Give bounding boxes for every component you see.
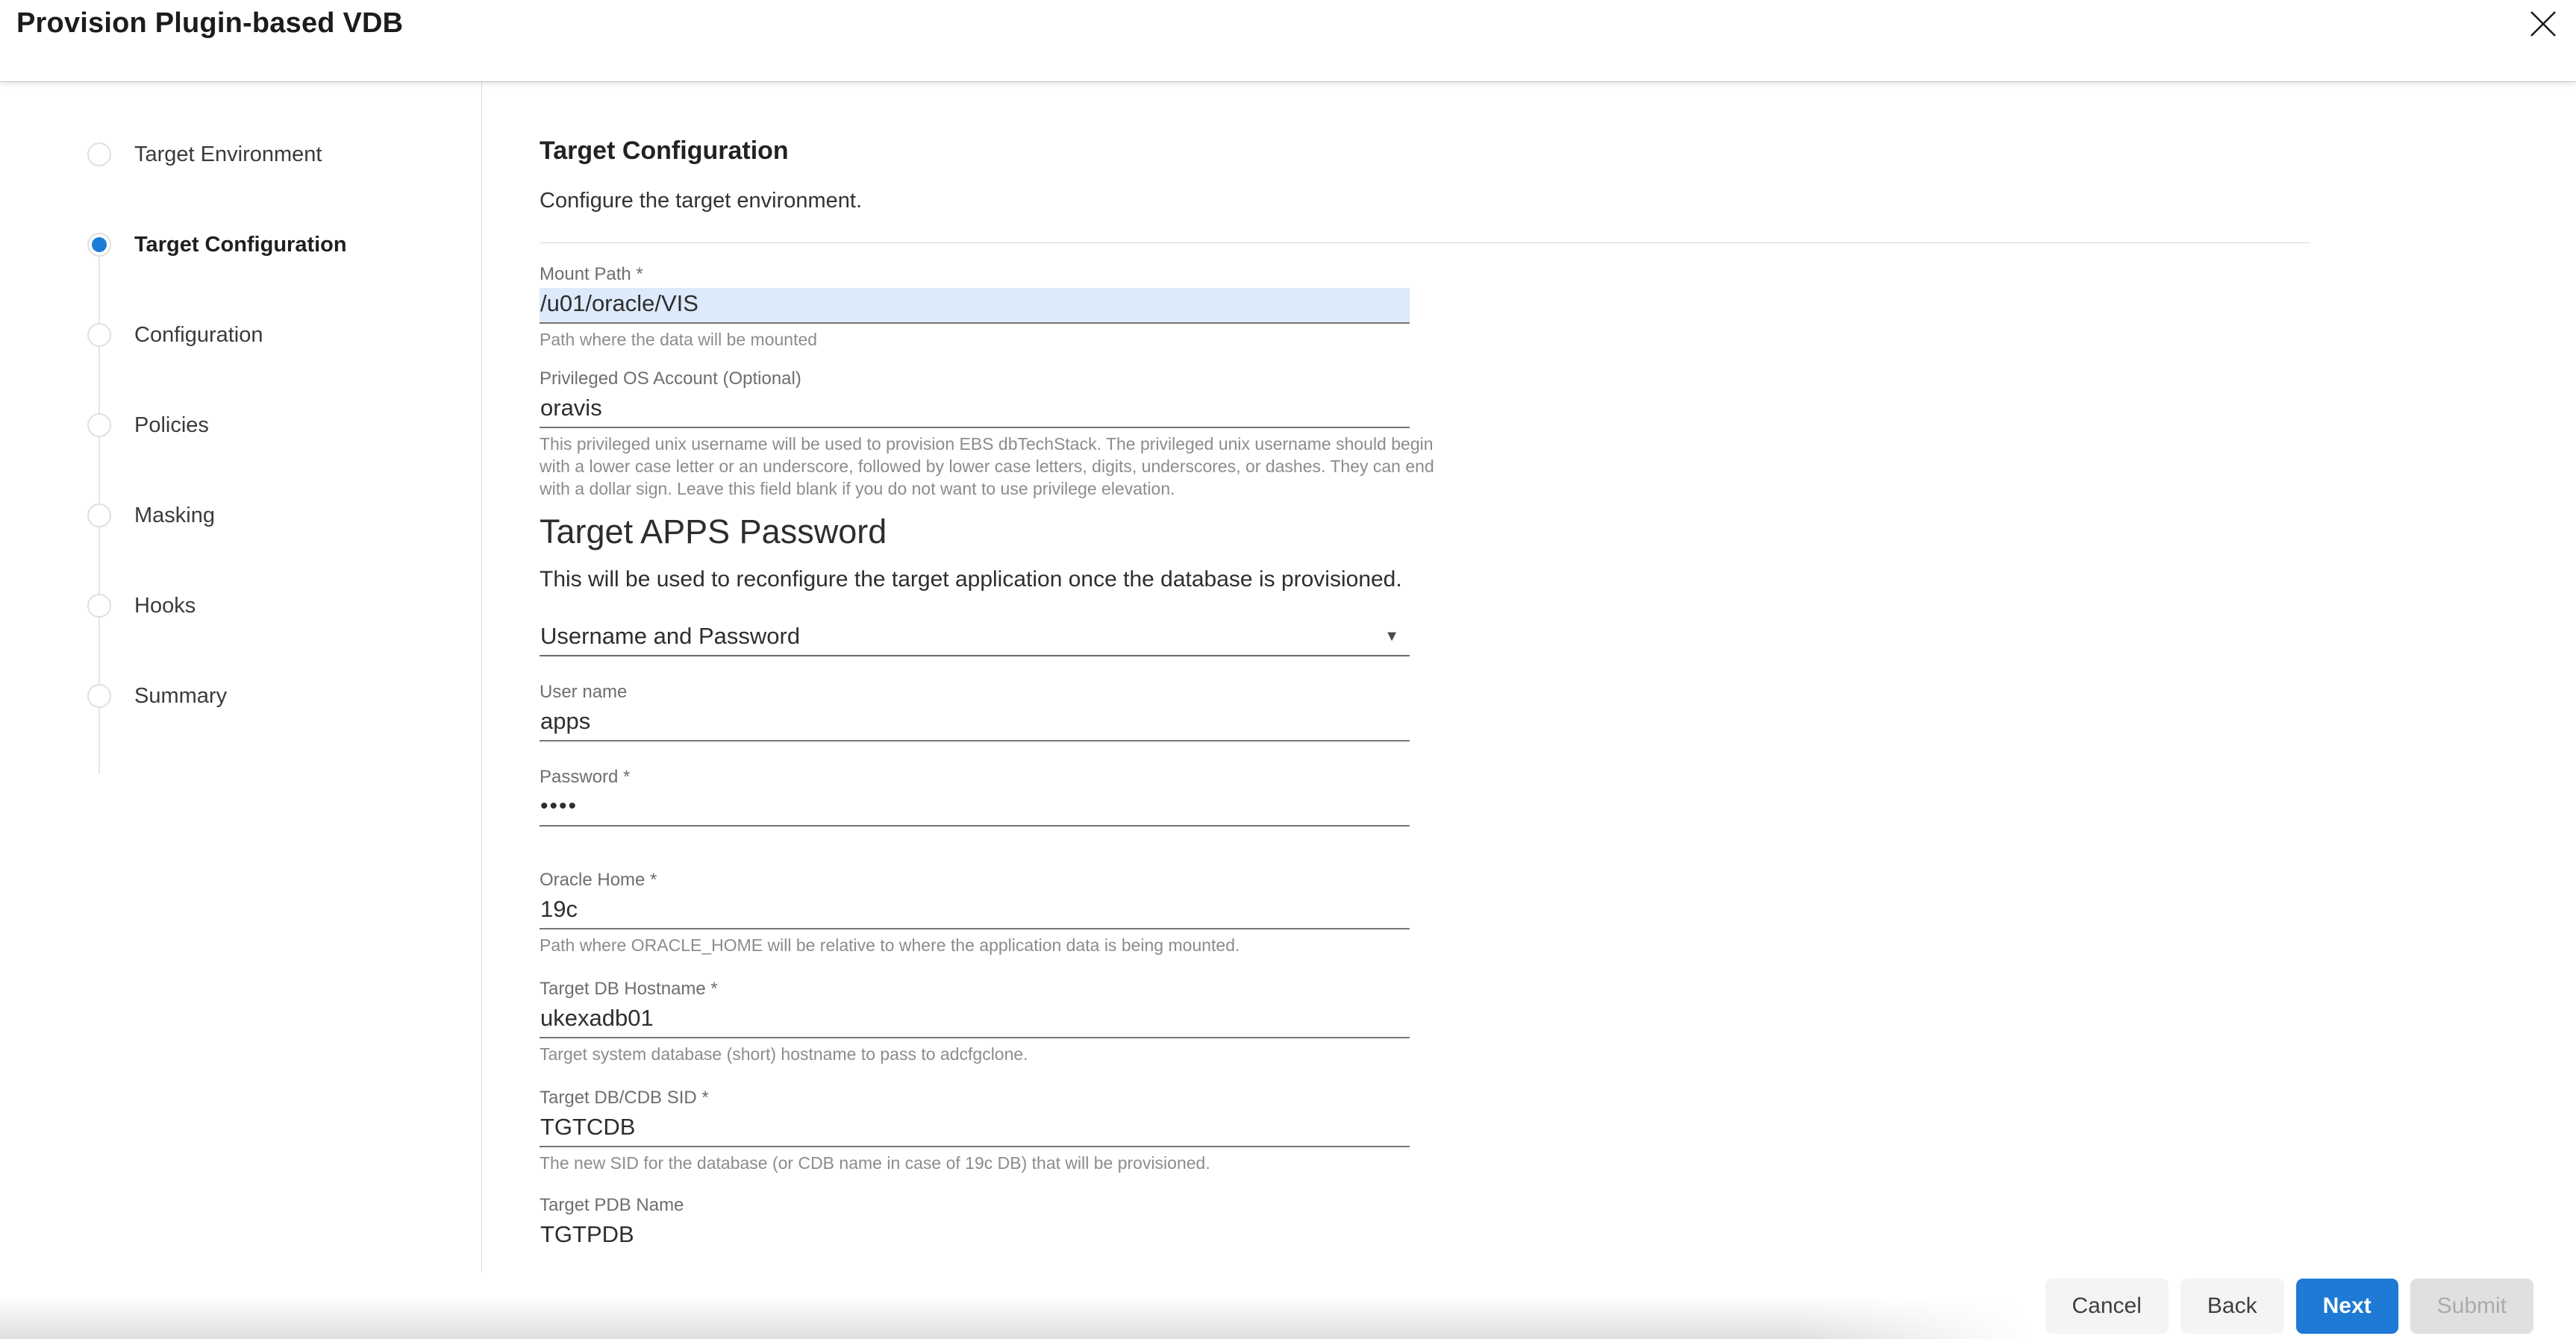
user-name-input[interactable]: apps [540,706,1410,741]
dialog-title: Provision Plugin-based VDB [16,7,404,39]
password-label: Password * [540,767,631,788]
submit-button[interactable]: Submit [2410,1279,2533,1334]
dialog-body [0,82,2576,1273]
next-button[interactable]: Next [2296,1279,2398,1334]
target-db-hostname-helper: Target system database (short) hostname to pass to adcfgclone. [540,1044,1028,1064]
step-policies[interactable] [87,413,481,437]
field-privileged-os-account [540,369,1434,500]
wizard-stepper [0,82,482,1273]
dialog-header [0,0,2576,82]
field-mount-path [540,264,1410,351]
wizard-content [482,82,2576,1273]
step-circle [87,684,111,708]
section-divider [540,242,2310,243]
target-pdb-name-label: Target PDB Name [540,1195,684,1216]
credential-type-select[interactable] [540,621,1410,656]
cancel-button[interactable]: Cancel [2045,1279,2169,1334]
field-target-db-cdb-sid [540,1088,1410,1174]
mount-path-input[interactable]: /u01/oracle/VIS [540,288,1410,324]
close-icon [2528,9,2558,39]
field-credential-type [540,621,1410,656]
step-circle [87,323,111,347]
field-oracle-home [540,870,1410,956]
oracle-home-helper: Path where ORACLE_HOME will be relative to where the application data is being mounted. [540,935,1240,956]
user-name-label: User name [540,682,628,703]
privileged-os-account-label: Privileged OS Account (Optional) [540,369,801,389]
step-masking[interactable] [87,504,481,527]
privileged-os-account-input[interactable]: oravis [540,392,1410,428]
step-label: Summary [134,683,228,708]
section-subtitle: Configure the target environment. [540,188,863,213]
step-circle [87,233,111,257]
step-circle [87,142,111,166]
section-title: Target Configuration [540,137,789,165]
step-target-configuration[interactable] [87,233,481,257]
oracle-home-input[interactable]: 19c [540,894,1410,929]
step-label: Hooks [134,593,196,618]
apps-password-heading: Target APPS Password [540,512,887,551]
target-pdb-name-input[interactable]: TGTPDB [540,1221,634,1248]
target-db-cdb-sid-input[interactable]: TGTCDB [540,1111,1410,1147]
active-step-dot [92,237,107,252]
close-button[interactable] [2525,6,2561,42]
target-db-hostname-input[interactable]: ukexadb01 [540,1003,1410,1038]
step-label: Policies [134,413,209,437]
step-summary[interactable] [87,684,481,708]
step-circle [87,594,111,618]
step-label: Target Configuration [134,232,347,257]
field-user-name [540,682,1410,741]
mount-path-helper: Path where the data will be mounted [540,330,818,350]
password-input[interactable]: •••• [540,791,1410,827]
target-db-hostname-label: Target DB Hostname * [540,979,718,1000]
apps-password-description: This will be used to reconfigure the target application once the database is provisioned. [540,567,1402,592]
mount-path-label: Mount Path * [540,264,643,285]
step-label: Configuration [134,322,263,347]
field-target-pdb-name [540,1195,1410,1255]
step-circle [87,504,111,527]
field-password [540,767,1410,827]
field-target-db-hostname [540,979,1410,1065]
step-hooks[interactable] [87,594,481,618]
credential-type-value: Username and Password [540,623,801,650]
step-target-environment[interactable] [87,142,481,166]
back-button[interactable]: Back [2180,1279,2284,1334]
dialog-footer [0,1273,2576,1339]
target-db-cdb-sid-helper: The new SID for the database (or CDB name in case of 19c DB) that will be provisioned. [540,1153,1210,1173]
step-label: Target Environment [134,142,322,166]
oracle-home-label: Oracle Home * [540,870,657,891]
privileged-os-account-helper: This privileged unix username will be used to provision EBS dbTechStack. The privileged unix username should begin with a lower case letter or an underscore, followed by lower case letters, digits, underscores, or dashes. They can end with a dollar sign. Leave this field blank if you do not want to use privilege elevation. [540,434,1434,499]
step-label: Masking [134,503,215,527]
target-db-cdb-sid-label: Target DB/CDB SID * [540,1088,709,1108]
chevron-down-icon: ▼ [1384,628,1399,645]
step-circle [87,413,111,437]
step-configuration[interactable] [87,323,481,347]
